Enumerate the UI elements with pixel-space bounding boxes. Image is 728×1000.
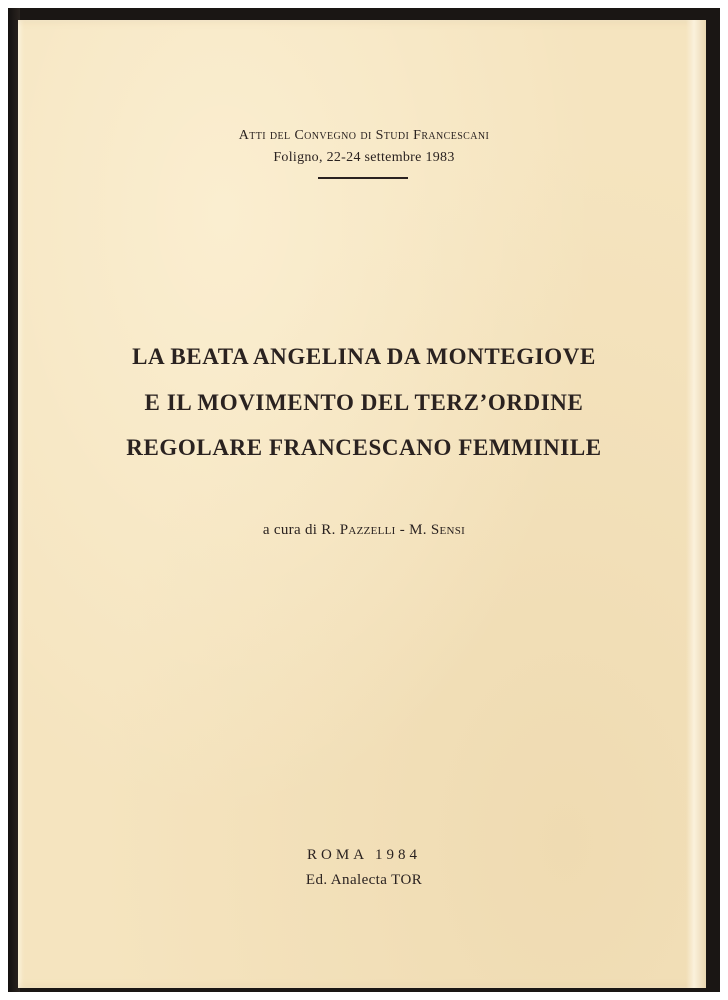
series-line: Atti del Convegno di Studi Francescani (238, 128, 490, 143)
divider-rule (318, 177, 408, 179)
publisher: Ed. Analecta TOR (305, 872, 423, 888)
editors-line (0, 522, 728, 539)
editors-separator: - (399, 522, 406, 538)
editor-two: M. Sensi (409, 522, 466, 538)
book-title-line-2: E IL MOVIMENTO DEL TERZ’ORDINE (144, 390, 584, 415)
city-year: ROMA 1984 (307, 847, 421, 863)
editor-one: R. Pazzelli (321, 522, 396, 538)
editors-prefix: a cura di (262, 522, 318, 538)
book-title-line-3: REGOLARE FRANCESCANO FEMMINILE (126, 435, 602, 460)
book-title-line-1: LA BEATA ANGELINA DA MONTEGIOVE (132, 344, 596, 369)
place-date: Foligno, 22-24 settembre 1983 (273, 150, 455, 165)
